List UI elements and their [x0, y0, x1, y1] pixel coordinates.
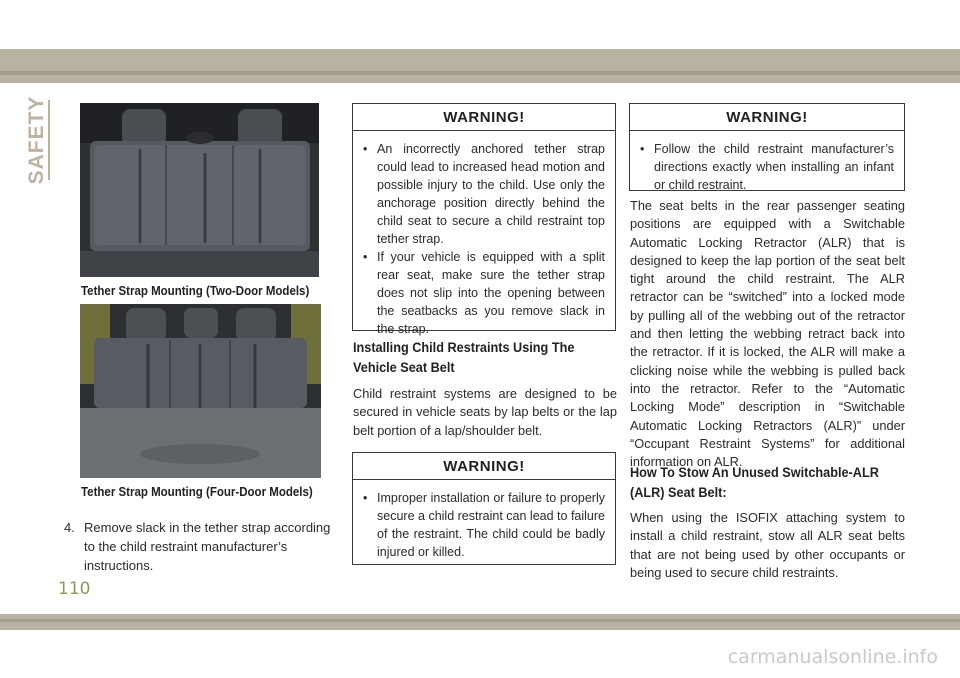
- page-number: 110: [58, 579, 91, 599]
- warning-item: • Improper installation or failure to properly secure a child restraint can lead to failure of the restraint. The child could be badly injured or killed.: [363, 489, 605, 561]
- heading-installing-seat-belt: Installing Child Restraints Using The Vehicle Seat Belt: [353, 340, 575, 375]
- heading-stow-alr: How To Stow An Unused Switchable-ALR (ALR) Seat Belt:: [630, 465, 879, 500]
- warning-title: WARNING!: [630, 104, 904, 131]
- seat-illustration-four-door: [80, 304, 321, 478]
- warning-item: • Follow the child restraint manufacturer’s directions exactly when installing an infant or child restraint.: [640, 140, 894, 194]
- warning-box-tether: [352, 103, 616, 336]
- footer-stripe: [0, 619, 960, 622]
- section-tab: [25, 95, 48, 185]
- warning-title: WARNING!: [353, 453, 615, 480]
- paragraph-alr: The seat belts in the rear passenger seating positions are equipped with a Switchable Automatic Locking Retractor (ALR) that is designed to keep the lap portion of the seat belt tight around the child restraint. The ALR retractor can be “switched” into a locked mode by pulling all of the webbing out of the retractor and then letting the webbing retract back into the retractor. If it is locked, the ALR will make a clicking noise while the webbing is pulled back into the retractor. Refer to the “Automatic Locking Mode” description in “Switchable Automatic Locking Retractors (ALR)” under “Occupant Restraint Systems” for additional information on ALR.: [630, 198, 905, 470]
- figure-four-door-photo: [80, 304, 321, 478]
- paragraph-seat-belt: Child restraint systems are designed to be secured in vehicle seats by lap belts or the lap belt portion of a lap/shoulder belt.: [353, 386, 617, 438]
- warning-list: [353, 131, 615, 346]
- warning-item: • If your vehicle is equipped with a split rear seat, make sure the tether strap does not slip into the opening between the seatbacks as you remove slack in the strap.: [363, 248, 605, 338]
- figure-two-door-caption: Tether Strap Mounting (Two-Door Models): [81, 284, 310, 298]
- step-item: [64, 518, 336, 575]
- header-stripe: [0, 71, 960, 75]
- warning-box-installation: [352, 452, 616, 565]
- step-text: Remove slack in the tether strap according to the child restraint manufacturer’s instructions.: [84, 520, 331, 573]
- warning-title: WARNING!: [353, 104, 615, 131]
- section-label: SAFETY: [25, 95, 48, 185]
- step-number: 4.: [64, 520, 75, 535]
- paragraph-stow: When using the ISOFIX attaching system to install a child restraint, stow all ALR seat belts that are not being used by other occupants or being used to secure child restraints.: [630, 510, 905, 580]
- section-rule: [48, 100, 50, 180]
- header-band: [0, 49, 960, 83]
- footer-band: [0, 614, 960, 630]
- warning-box-manufacturer: [629, 103, 905, 191]
- figure-two-door-photo: [80, 103, 319, 277]
- warning-list: [353, 480, 615, 569]
- watermark: carmanualsonline.info: [727, 646, 938, 668]
- warning-item: • An incorrectly anchored tether strap could lead to increased head motion and possible injury to the child. Use only the anchorage position directly behind the child seat to secure a child restraint top tether strap.: [363, 140, 605, 248]
- warning-list: [630, 131, 904, 202]
- seat-illustration-two-door: [80, 103, 319, 277]
- figure-four-door-caption: Tether Strap Mounting (Four-Door Models): [81, 485, 313, 499]
